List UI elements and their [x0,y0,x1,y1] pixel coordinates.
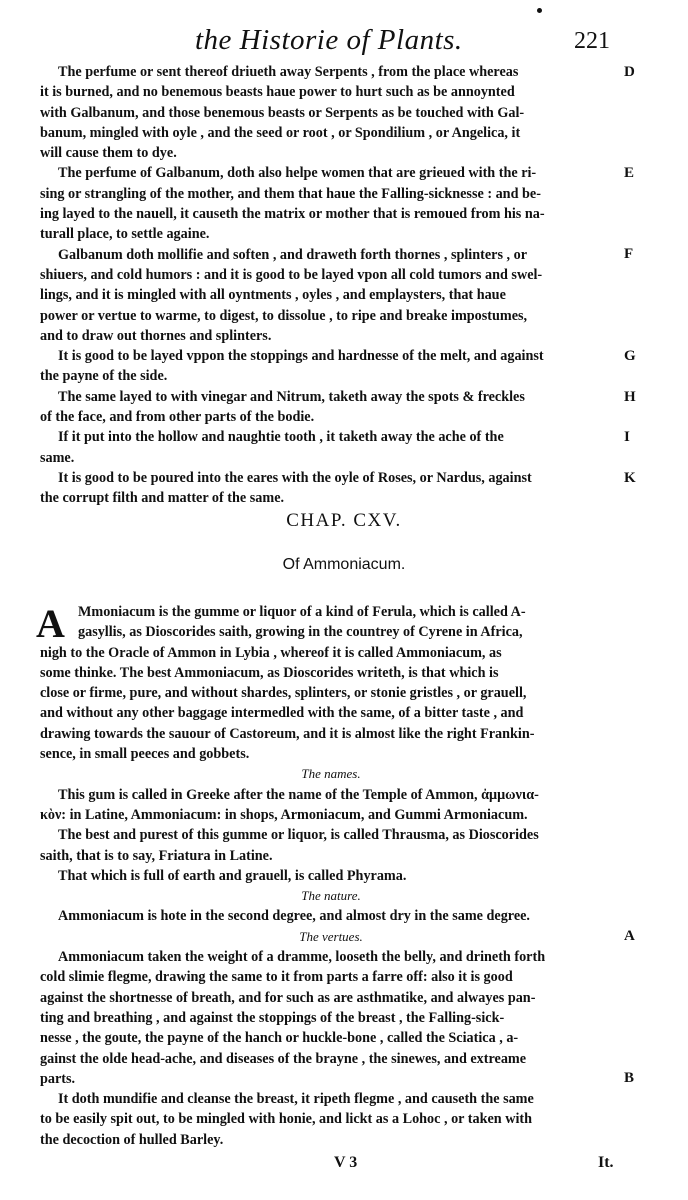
ammoniacum-text [36,601,622,1150]
vertues-margin-letters [624,926,648,1126]
margin-letter: K [624,470,636,486]
text-line: same. [40,449,75,466]
margin-letter: I [624,429,630,445]
margin-letter: H [624,389,636,405]
text-line: Ammoniacum taken the weight of a dramme, looseth the belly, and drineth forth [58,949,546,966]
text-segment: Mmoniacum is the gumme or liquor of a kind of Ferula, which is called A- [78,604,526,620]
text-line: of the face, and from other parts of the bodie. [40,409,315,426]
text-line: It is good to be layed vppon the stoppings and hardnesse of the melt, and against [58,348,544,365]
text-line: It doth mundifie and cleanse the breast, it ripeth flegme , and causeth the same [58,1091,534,1108]
page-footer [0,1152,688,1182]
text-line: and to draw out thornes and splinters. [40,327,272,344]
text-line: the decoction of hulled Barley. [40,1131,224,1148]
text-line: The perfume or sent thereof driueth away Serpents , from the place whereas [58,64,519,80]
galbanum-text [40,62,622,509]
text-line: nigh to the Oracle of Ammon in Lybia , whereof it is called Ammoniacum, as [40,644,502,661]
text-line: it is burned, and no benemous beasts haue power to hurt such as be annoynted [40,84,515,101]
text-line: some thinke. The best Ammoniacum, as Dioscorides writeth, is that which is [40,664,499,681]
section-heading-vertues: The vertues. [299,928,363,944]
text-line: with Galbanum, and those benemous beasts or Serpents as be touched with Gal- [40,104,525,121]
text-line: to be easily spit out, to be mingled with honie, and lickt as a Lohoc , or taken with [40,1111,533,1128]
text-line: The best and purest of this gumme or liquor, is called Thrausma, as Dioscorides [58,827,539,844]
running-title: the Historie of Plants. [195,24,463,56]
catchword: It. [598,1154,614,1171]
text-line: drawing towards the sauour of Castoreum, and it is almost like the right Frankin- [40,725,535,742]
text-line: close or firme, pure, and without shardes, splinters, or stonie gristles , or grauell, [40,685,527,702]
text-line: banum, mingled with oyle , and the seed or root , or Spondilium , or Angelica, it [40,124,521,141]
chapter-title: CHAP. CXV. [286,510,402,531]
ink-dot-decoration [537,8,542,13]
text-line: ing layed to the nauell, it causeth the matrix or mother that is remoued from his na- [40,206,545,223]
text-line: power or vertue to warme, to digest, to dissolue , to ripe and breake impostumes, [40,307,528,324]
margin-letter: B [624,1070,635,1086]
page-header [0,20,688,56]
text-line: sence, in small peeces and gobbets. [40,746,250,763]
signature-mark: V 3 [334,1154,358,1171]
text-line: sing or strangling of the mother, and them that haue the Falling-sicknesse : and be- [40,185,541,202]
text-line: will cause them to dye. [40,145,177,162]
text-line: parts. [40,1070,76,1087]
margin-letter: D [624,64,635,80]
text-line: and without any other baggage intermedled with the same, of a bitter taste , and [40,705,524,722]
text-line: the payne of the side. [40,368,168,385]
text-line: That which is full of earth and grauell, is called Phyrama. [58,867,407,884]
text-line: shiuers, and cold humors : and it is good to be layed vpon all cold tumors and swel- [40,266,543,283]
text-line: cold slimie flegme, drawing the same to it from parts a farre off: also it is good [40,969,513,986]
margin-letter: G [624,348,636,364]
text-line: κὸν: in Latine, Ammoniacum: in shops, Armoniacum, and Gummi Armoniacum. [40,806,528,823]
chapter-subtitle: Of Ammoniacum. [282,556,406,573]
text-line: turall place, to settle againe. [40,226,210,243]
text-line: ting and breathing , and against the stoppings of the breast , the Falling-sick- [40,1009,505,1026]
text-line: gainst the olde head-ache, and diseases of the brayne , the sinewes, and extreame [40,1050,527,1067]
page-number: 221 [574,28,610,54]
section-heading-names: The names. [301,766,361,782]
section-heading-nature: The nature. [301,888,361,904]
text-line: This gum is called in Greeke after the name of the Temple of Ammon, ἀμμωνια- [58,786,539,803]
text-line: The same layed to with vinegar and Nitrum, taketh away the spots & freckles [58,388,525,405]
text-line: The perfume of Galbanum, doth also helpe women that are grieued with the ri- [58,165,537,182]
margin-letter: E [624,165,635,181]
text-line: Galbanum doth mollifie and soften , and draweth forth thornes , splinters , or [58,246,528,263]
margin-letter: F [624,246,634,262]
text-line: the corrupt filth and matter of the same. [40,490,285,507]
text-line: gasyllis, as Dioscorides saith, growing in the countrey of Cyrene in Africa, [78,624,523,641]
text-line: lings, and it is mingled with all oyntments , oyles , and emplaysters, that haue [40,287,506,304]
margin-letter: A [624,928,635,944]
galbanum-margin-letters [624,62,648,522]
text-line: If it put into the hollow and naughtie tooth , it taketh away the ache of the [58,429,504,446]
text-line: saith, that is to say, Friatura in Latine. [40,847,273,864]
drop-cap-letter: A [36,601,65,646]
text-line: against the shortnesse of breath, and for such as are asthmatike, and alwayes pan- [40,989,536,1006]
text-line: It is good to be poured into the eares with the oyle of Roses, or Nardus, against [58,469,532,486]
text-line: Ammoniacum is hote in the second degree, and almost dry in the same degree. [58,908,530,925]
text-line: nesse , the goute, the payne of the hanch or huckle-bone , called the Sciatica , a- [40,1030,519,1047]
